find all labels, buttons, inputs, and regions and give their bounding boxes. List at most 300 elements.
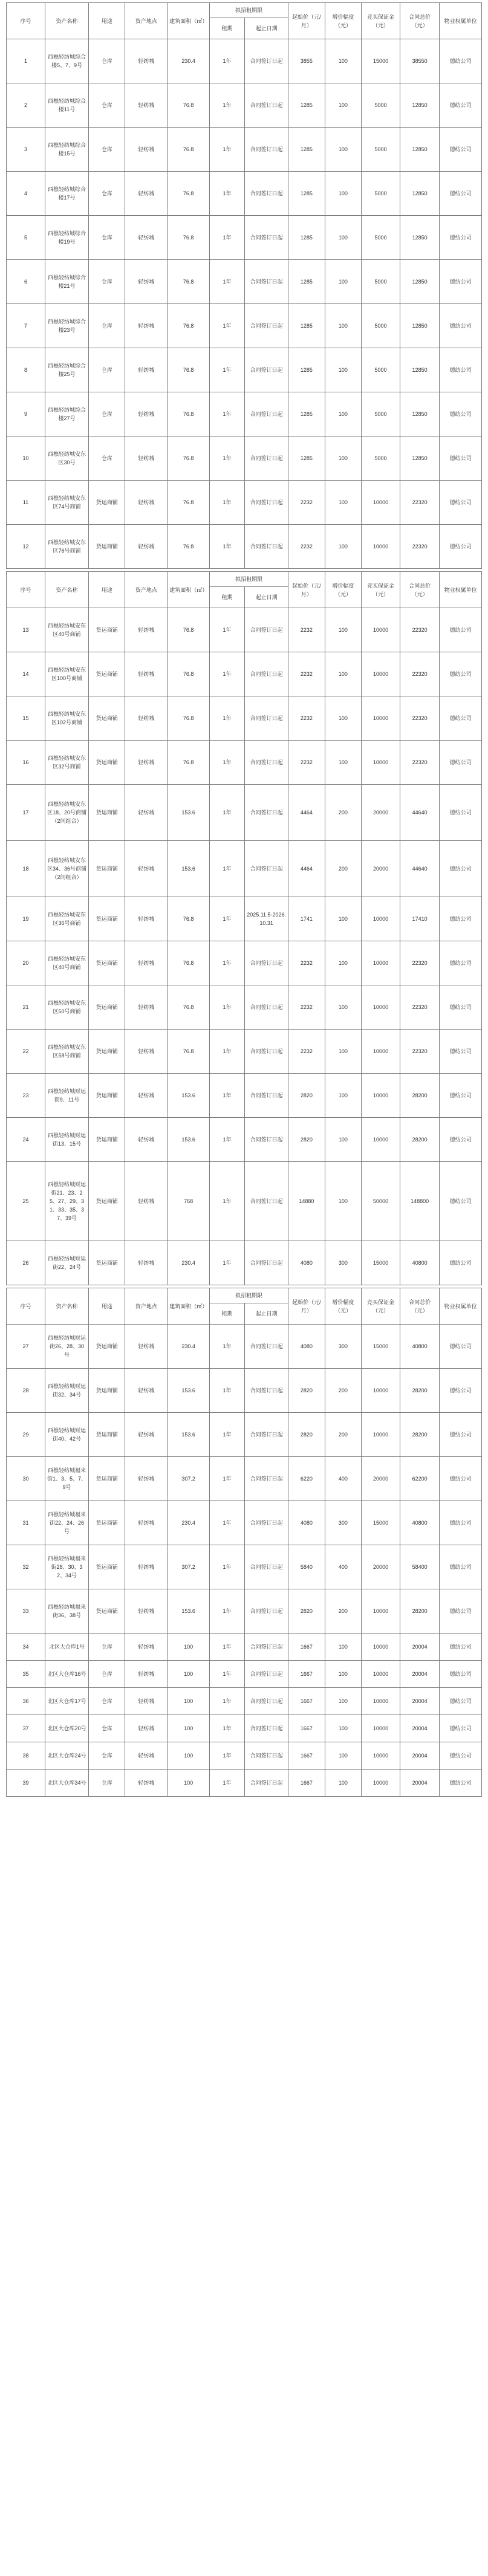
table-row [7, 39, 482, 83]
price-increment: 100 [325, 39, 361, 83]
contract-total: 12850 [400, 128, 440, 172]
lease-term: 1年 [209, 1241, 244, 1285]
table-row [7, 941, 482, 985]
lease-term: 1年 [209, 260, 244, 304]
base-price: 2820 [288, 1369, 325, 1413]
building-area: 153.6 [168, 1118, 210, 1162]
asset-use: 仓库 [89, 304, 125, 348]
price-increment: 100 [325, 1074, 361, 1118]
table-row [7, 1118, 482, 1162]
asset-use: 货运商铺 [89, 1545, 125, 1589]
asset-location: 轻纺城 [125, 481, 168, 525]
property-owner: 德纺公司 [440, 1661, 482, 1688]
table-row [7, 304, 482, 348]
table-row [7, 216, 482, 260]
table-header-row [7, 3, 482, 18]
row-number: 17 [7, 785, 45, 841]
row-number: 25 [7, 1162, 45, 1241]
building-area: 76.8 [168, 985, 210, 1030]
lease-term: 1年 [209, 608, 244, 652]
asset-use: 仓库 [89, 39, 125, 83]
building-area: 76.8 [168, 216, 210, 260]
price-increment: 100 [325, 1661, 361, 1688]
table-row [7, 392, 482, 436]
lease-term: 1年 [209, 1030, 244, 1074]
asset-name: 西樵轻纺城福来街22、24、26号 [45, 1501, 88, 1545]
lease-dates: 合同签订日起 [245, 608, 288, 652]
asset-name: 西樵轻纺城财运街21、23、25、27、29、31、33、35、37、39号 [45, 1162, 88, 1241]
asset-location: 轻纺城 [125, 1688, 168, 1715]
base-price: 1285 [288, 128, 325, 172]
row-number: 16 [7, 741, 45, 785]
table-row [7, 696, 482, 741]
lease-term: 1年 [209, 1688, 244, 1715]
row-number: 20 [7, 941, 45, 985]
asset-name: 西樵轻纺城安东区30号 [45, 436, 88, 481]
bid-deposit: 10000 [362, 985, 400, 1030]
contract-total: 40800 [400, 1325, 440, 1369]
building-area: 307.2 [168, 1457, 210, 1501]
lease-dates: 合同签订日起 [245, 83, 288, 128]
header-total: 合同总价（元） [400, 3, 440, 39]
property-owner: 德纺公司 [440, 1715, 482, 1742]
header-increment: 增价幅度（元） [325, 1288, 361, 1325]
property-owner: 德纺公司 [440, 128, 482, 172]
asset-use: 货运商铺 [89, 1118, 125, 1162]
base-price: 1667 [288, 1770, 325, 1797]
property-owner: 德纺公司 [440, 1688, 482, 1715]
price-increment: 100 [325, 392, 361, 436]
bid-deposit: 10000 [362, 1634, 400, 1661]
lease-term: 1年 [209, 1413, 244, 1457]
table-row [7, 652, 482, 696]
asset-use: 货运商铺 [89, 1369, 125, 1413]
base-price: 1285 [288, 216, 325, 260]
base-price: 4080 [288, 1241, 325, 1285]
asset-location: 轻纺城 [125, 608, 168, 652]
lease-term: 1年 [209, 785, 244, 841]
building-area: 76.8 [168, 304, 210, 348]
price-increment: 100 [325, 608, 361, 652]
bid-deposit: 10000 [362, 481, 400, 525]
base-price: 2820 [288, 1074, 325, 1118]
table-row [7, 741, 482, 785]
lease-term: 1年 [209, 1074, 244, 1118]
bid-deposit: 15000 [362, 1325, 400, 1369]
header-total: 合同总价（元） [400, 1288, 440, 1325]
base-price: 2232 [288, 741, 325, 785]
price-increment: 100 [325, 348, 361, 392]
base-price: 2820 [288, 1589, 325, 1634]
price-increment: 200 [325, 841, 361, 897]
row-number: 22 [7, 1030, 45, 1074]
price-increment: 300 [325, 1501, 361, 1545]
base-price: 2232 [288, 525, 325, 569]
lease-dates: 2025.11.5-2026.10.31 [245, 897, 288, 941]
contract-total: 22320 [400, 1030, 440, 1074]
asset-name: 西樵轻纺城安东区74号商铺 [45, 481, 88, 525]
header-area: 建筑面积（㎡） [168, 572, 210, 608]
asset-name: 西樵轻纺城安东区40号商铺 [45, 608, 88, 652]
price-increment: 100 [325, 304, 361, 348]
table-row [7, 260, 482, 304]
lease-dates: 合同签订日起 [245, 1030, 288, 1074]
price-increment: 100 [325, 1162, 361, 1241]
building-area: 230.4 [168, 39, 210, 83]
row-number: 7 [7, 304, 45, 348]
header-owner: 物业权属单位 [440, 572, 482, 608]
property-owner: 德纺公司 [440, 392, 482, 436]
price-increment: 100 [325, 172, 361, 216]
row-number: 4 [7, 172, 45, 216]
bid-deposit: 5000 [362, 436, 400, 481]
header-total: 合同总价（元） [400, 572, 440, 608]
lease-dates: 合同签订日起 [245, 481, 288, 525]
table-row [7, 1074, 482, 1118]
asset-use: 仓库 [89, 172, 125, 216]
bid-deposit: 15000 [362, 1241, 400, 1285]
lease-dates: 合同签订日起 [245, 985, 288, 1030]
base-price: 1285 [288, 260, 325, 304]
table-row [7, 1413, 482, 1457]
property-owner: 德纺公司 [440, 696, 482, 741]
base-price: 1667 [288, 1634, 325, 1661]
lease-term: 1年 [209, 481, 244, 525]
asset-location: 轻纺城 [125, 897, 168, 941]
contract-total: 28200 [400, 1589, 440, 1634]
lease-term: 1年 [209, 83, 244, 128]
price-increment: 100 [325, 652, 361, 696]
row-number: 30 [7, 1457, 45, 1501]
building-area: 100 [168, 1715, 210, 1742]
contract-total: 12850 [400, 304, 440, 348]
asset-location: 轻纺城 [125, 1162, 168, 1241]
asset-name: 西樵轻纺城安东区32号商铺 [45, 741, 88, 785]
building-area: 76.8 [168, 741, 210, 785]
lease-term: 1年 [209, 696, 244, 741]
table-row [7, 1241, 482, 1285]
asset-location: 轻纺城 [125, 741, 168, 785]
lease-dates: 合同签订日起 [245, 1715, 288, 1742]
property-owner: 德纺公司 [440, 39, 482, 83]
lease-term: 1年 [209, 741, 244, 785]
base-price: 2232 [288, 985, 325, 1030]
price-increment: 100 [325, 696, 361, 741]
base-price: 1285 [288, 172, 325, 216]
contract-total: 148800 [400, 1162, 440, 1241]
contract-total: 12850 [400, 216, 440, 260]
base-price: 14880 [288, 1162, 325, 1241]
row-number: 12 [7, 525, 45, 569]
price-increment: 100 [325, 985, 361, 1030]
base-price: 2232 [288, 1030, 325, 1074]
document-page [6, 0, 482, 1797]
asset-use: 货运商铺 [89, 985, 125, 1030]
asset-name: 西樵轻纺城财运街9、11号 [45, 1074, 88, 1118]
asset-name: 北区大仓库34号 [45, 1770, 88, 1797]
bid-deposit: 5000 [362, 128, 400, 172]
price-increment: 100 [325, 1118, 361, 1162]
asset-use: 货运商铺 [89, 1501, 125, 1545]
header-lease-term: 拟招租期限 [209, 3, 288, 18]
asset-location: 轻纺城 [125, 216, 168, 260]
lease-term: 1年 [209, 897, 244, 941]
property-owner: 德纺公司 [440, 260, 482, 304]
price-increment: 100 [325, 128, 361, 172]
table-row [7, 1457, 482, 1501]
asset-location: 轻纺城 [125, 436, 168, 481]
lease-term: 1年 [209, 1589, 244, 1634]
lease-dates: 合同签订日起 [245, 172, 288, 216]
property-owner: 德纺公司 [440, 897, 482, 941]
bid-deposit: 10000 [362, 608, 400, 652]
property-owner: 德纺公司 [440, 1118, 482, 1162]
asset-use: 仓库 [89, 83, 125, 128]
header-no: 序号 [7, 1288, 45, 1325]
property-owner: 德纺公司 [440, 1501, 482, 1545]
asset-name: 西樵轻纺城综合楼17号 [45, 172, 88, 216]
property-owner: 德纺公司 [440, 1634, 482, 1661]
row-number: 2 [7, 83, 45, 128]
contract-total: 58400 [400, 1545, 440, 1589]
asset-name: 北区大仓库17号 [45, 1688, 88, 1715]
row-number: 13 [7, 608, 45, 652]
lease-term: 1年 [209, 1118, 244, 1162]
bid-deposit: 10000 [362, 1413, 400, 1457]
lease-dates: 合同签订日起 [245, 1369, 288, 1413]
lease-term: 1年 [209, 985, 244, 1030]
table-row [7, 1162, 482, 1241]
lease-dates: 合同签订日起 [245, 1545, 288, 1589]
lease-dates: 合同签订日起 [245, 1501, 288, 1545]
table-row [7, 436, 482, 481]
header-asset-name: 资产名称 [45, 1288, 88, 1325]
base-price: 4464 [288, 841, 325, 897]
property-owner: 德纺公司 [440, 785, 482, 841]
row-number: 18 [7, 841, 45, 897]
asset-location: 轻纺城 [125, 1030, 168, 1074]
asset-use: 货运商铺 [89, 481, 125, 525]
asset-name: 北区大仓库1号 [45, 1634, 88, 1661]
building-area: 76.8 [168, 525, 210, 569]
asset-use: 货运商铺 [89, 1413, 125, 1457]
asset-location: 轻纺城 [125, 1589, 168, 1634]
header-term-length: 租期 [209, 1303, 244, 1325]
lease-term: 1年 [209, 1369, 244, 1413]
asset-use: 货运商铺 [89, 1457, 125, 1501]
row-number: 23 [7, 1074, 45, 1118]
base-price: 4080 [288, 1325, 325, 1369]
bid-deposit: 50000 [362, 1162, 400, 1241]
contract-total: 40800 [400, 1241, 440, 1285]
lease-term: 1年 [209, 172, 244, 216]
base-price: 1667 [288, 1742, 325, 1770]
asset-name: 西樵轻纺城福来街28、30、32、34号 [45, 1545, 88, 1589]
bid-deposit: 5000 [362, 172, 400, 216]
bid-deposit: 20000 [362, 1457, 400, 1501]
row-number: 11 [7, 481, 45, 525]
asset-use: 仓库 [89, 348, 125, 392]
lease-term: 1年 [209, 652, 244, 696]
header-lease-term: 拟招租期限 [209, 572, 288, 587]
price-increment: 100 [325, 1742, 361, 1770]
row-number: 36 [7, 1688, 45, 1715]
asset-location: 轻纺城 [125, 841, 168, 897]
asset-name: 西樵轻纺城安东区76号商铺 [45, 525, 88, 569]
base-price: 1667 [288, 1661, 325, 1688]
lease-term: 1年 [209, 1634, 244, 1661]
asset-location: 轻纺城 [125, 1634, 168, 1661]
contract-total: 62200 [400, 1457, 440, 1501]
base-price: 1285 [288, 83, 325, 128]
asset-name: 西樵轻纺城安东区100号商铺 [45, 652, 88, 696]
asset-location: 轻纺城 [125, 128, 168, 172]
header-deposit: 竞买保证金（元） [362, 1288, 400, 1325]
bid-deposit: 10000 [362, 1661, 400, 1688]
lease-dates: 合同签订日起 [245, 260, 288, 304]
table-row [7, 1030, 482, 1074]
contract-total: 44640 [400, 841, 440, 897]
contract-total: 28200 [400, 1369, 440, 1413]
header-use: 用途 [89, 572, 125, 608]
row-number: 28 [7, 1369, 45, 1413]
asset-use: 仓库 [89, 128, 125, 172]
lease-term: 1年 [209, 1742, 244, 1770]
bid-deposit: 10000 [362, 1589, 400, 1634]
building-area: 100 [168, 1634, 210, 1661]
asset-name: 北区大仓库24号 [45, 1742, 88, 1770]
lease-term: 1年 [209, 1162, 244, 1241]
property-owner: 德纺公司 [440, 1030, 482, 1074]
contract-total: 40800 [400, 1501, 440, 1545]
bid-deposit: 5000 [362, 260, 400, 304]
base-price: 1285 [288, 436, 325, 481]
lease-dates: 合同签订日起 [245, 1118, 288, 1162]
contract-total: 12850 [400, 172, 440, 216]
contract-total: 20004 [400, 1661, 440, 1688]
asset-use: 仓库 [89, 436, 125, 481]
building-area: 76.8 [168, 83, 210, 128]
lease-dates: 合同签订日起 [245, 841, 288, 897]
bid-deposit: 5000 [362, 304, 400, 348]
base-price: 3855 [288, 39, 325, 83]
asset-location: 轻纺城 [125, 1241, 168, 1285]
asset-location: 轻纺城 [125, 1457, 168, 1501]
lease-dates: 合同签订日起 [245, 1770, 288, 1797]
bid-deposit: 10000 [362, 941, 400, 985]
building-area: 76.8 [168, 481, 210, 525]
contract-total: 22320 [400, 525, 440, 569]
bid-deposit: 10000 [362, 1715, 400, 1742]
bid-deposit: 20000 [362, 1545, 400, 1589]
asset-location: 轻纺城 [125, 348, 168, 392]
asset-location: 轻纺城 [125, 172, 168, 216]
asset-name: 西樵轻纺城综合楼27号 [45, 392, 88, 436]
header-deposit: 竞买保证金（元） [362, 572, 400, 608]
building-area: 76.8 [168, 1030, 210, 1074]
building-area: 76.8 [168, 128, 210, 172]
bid-deposit: 15000 [362, 1501, 400, 1545]
contract-total: 20004 [400, 1634, 440, 1661]
asset-name: 西樵轻纺城综合楼15号 [45, 128, 88, 172]
building-area: 76.8 [168, 608, 210, 652]
asset-location: 轻纺城 [125, 260, 168, 304]
header-base-price: 起始价（元/月） [288, 1288, 325, 1325]
header-location: 资产地点 [125, 1288, 168, 1325]
property-owner: 德纺公司 [440, 1413, 482, 1457]
asset-location: 轻纺城 [125, 304, 168, 348]
asset-use: 货运商铺 [89, 1325, 125, 1369]
property-owner: 德纺公司 [440, 841, 482, 897]
property-owner: 德纺公司 [440, 1545, 482, 1589]
building-area: 76.8 [168, 392, 210, 436]
building-area: 230.4 [168, 1325, 210, 1369]
asset-use: 货运商铺 [89, 652, 125, 696]
asset-use: 货运商铺 [89, 785, 125, 841]
building-area: 153.6 [168, 1589, 210, 1634]
lease-dates: 合同签订日起 [245, 1688, 288, 1715]
row-number: 14 [7, 652, 45, 696]
price-increment: 200 [325, 1589, 361, 1634]
asset-use: 货运商铺 [89, 741, 125, 785]
asset-location: 轻纺城 [125, 525, 168, 569]
asset-name: 西樵轻纺城安东区18、20号商铺（2间组合） [45, 785, 88, 841]
lease-dates: 合同签订日起 [245, 392, 288, 436]
lease-dates: 合同签订日起 [245, 525, 288, 569]
bid-deposit: 20000 [362, 785, 400, 841]
asset-name: 西樵轻纺城综合楼25号 [45, 348, 88, 392]
bid-deposit: 5000 [362, 392, 400, 436]
contract-total: 22320 [400, 985, 440, 1030]
asset-location: 轻纺城 [125, 392, 168, 436]
building-area: 76.8 [168, 172, 210, 216]
lease-term: 1年 [209, 1715, 244, 1742]
base-price: 2232 [288, 608, 325, 652]
row-number: 5 [7, 216, 45, 260]
row-number: 6 [7, 260, 45, 304]
asset-use: 货运商铺 [89, 608, 125, 652]
lease-term: 1年 [209, 1325, 244, 1369]
price-increment: 200 [325, 785, 361, 841]
table-row [7, 172, 482, 216]
header-use: 用途 [89, 3, 125, 39]
price-increment: 100 [325, 1688, 361, 1715]
building-area: 100 [168, 1742, 210, 1770]
bid-deposit: 10000 [362, 1742, 400, 1770]
header-location: 资产地点 [125, 572, 168, 608]
lease-dates: 合同签订日起 [245, 741, 288, 785]
asset-name: 西樵轻纺城安东区102号商铺 [45, 696, 88, 741]
lease-dates: 合同签订日起 [245, 1241, 288, 1285]
price-increment: 100 [325, 525, 361, 569]
lease-term: 1年 [209, 941, 244, 985]
building-area: 230.4 [168, 1241, 210, 1285]
base-price: 4464 [288, 785, 325, 841]
header-start-end-date: 起止日期 [245, 587, 288, 608]
asset-name: 西樵轻纺城福来街1、3、5、7、9号 [45, 1457, 88, 1501]
row-number: 15 [7, 696, 45, 741]
asset-name: 西樵轻纺城综合楼23号 [45, 304, 88, 348]
price-increment: 400 [325, 1545, 361, 1589]
header-no: 序号 [7, 3, 45, 39]
contract-total: 20004 [400, 1715, 440, 1742]
price-increment: 100 [325, 1030, 361, 1074]
property-owner: 德纺公司 [440, 481, 482, 525]
lease-term: 1年 [209, 128, 244, 172]
price-increment: 100 [325, 1770, 361, 1797]
lease-dates: 合同签订日起 [245, 216, 288, 260]
row-number: 27 [7, 1325, 45, 1369]
